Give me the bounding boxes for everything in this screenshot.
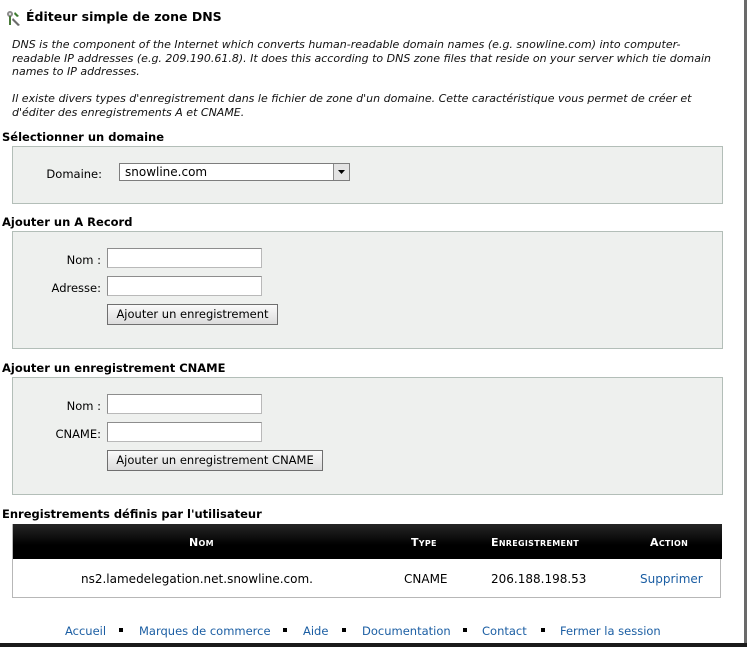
cname-record-heading: Ajouter un enregistrement CNAME: [2, 361, 226, 375]
domain-select[interactable]: [119, 163, 350, 181]
add-cname-record-button[interactable]: Ajouter un enregistrement CNAME: [107, 450, 323, 471]
chevron-down-icon[interactable]: [333, 164, 349, 180]
a-record-heading: Ajouter un A Record: [2, 215, 133, 229]
a-record-name-input[interactable]: [107, 248, 262, 268]
records-table-header: [13, 524, 722, 559]
column-header-record[interactable]: Enregistrement: [491, 536, 579, 549]
domain-label: Domaine:: [46, 167, 102, 181]
a-record-address-input[interactable]: [107, 276, 262, 296]
description-english: DNS is the component of the Internet which converts human-readable domain names (e.g. snowline.com) into computer-readable IP addresses (e.g. 209.190.61.8). It does this according to DNS zone files that reside on your server which tie domain names to IP addresses.: [12, 38, 711, 78]
column-header-action: Action: [650, 536, 689, 549]
record-value-cell: 206.188.198.53: [491, 572, 587, 586]
cname-record-panel: [12, 377, 723, 495]
a-record-address-label: Adresse:: [51, 281, 101, 295]
a-record-panel: [12, 231, 723, 349]
records-table: [12, 524, 721, 598]
footer-link-home[interactable]: Accueil: [65, 624, 107, 638]
delete-record-link[interactable]: Supprimer: [640, 572, 703, 586]
footer-separator: [283, 628, 287, 632]
footer-separator: [463, 628, 467, 632]
page-title: Éditeur simple de zone DNS: [26, 9, 222, 24]
footer-link-documentation[interactable]: Documentation: [362, 624, 451, 638]
user-records-heading: Enregistrements définis par l'utilisateur: [2, 507, 262, 521]
footer-link-logout[interactable]: Fermer la session: [560, 624, 661, 638]
a-record-name-label: Nom :: [66, 253, 101, 267]
record-name-cell: ns2.lamedelegation.net.snowline.com.: [81, 572, 313, 586]
window-bottom-border: [0, 643, 747, 647]
footer-separator: [342, 628, 346, 632]
page-header: [0, 0, 744, 34]
column-header-name[interactable]: Nom: [189, 536, 214, 549]
cname-value-label: CNAME:: [55, 427, 101, 441]
footer-link-trademarks[interactable]: Marques de commerce: [139, 624, 271, 638]
cname-value-input[interactable]: [107, 422, 262, 442]
column-header-type[interactable]: Type: [411, 536, 437, 549]
footer-separator: [119, 628, 123, 632]
add-a-record-button[interactable]: Ajouter un enregistrement: [107, 304, 278, 325]
select-domain-panel: [12, 146, 723, 204]
record-type-cell: CNAME: [404, 572, 448, 586]
dns-tools-icon: [4, 9, 22, 27]
select-domain-heading: Sélectionner un domaine: [2, 130, 165, 144]
cname-name-label: Nom :: [66, 399, 101, 413]
footer-separator: [541, 628, 545, 632]
footer-link-contact[interactable]: Contact: [482, 624, 527, 638]
cname-name-input[interactable]: [107, 394, 262, 414]
domain-select-value: snowline.com: [125, 165, 208, 179]
footer-link-help[interactable]: Aide: [303, 624, 329, 638]
footer-nav: [0, 624, 744, 640]
description-french: Il existe divers types d'enregistrement dans le fichier de zone d'un domaine. Cette caractéristique vous permet de créer et d'éditer des enregistrements A et CNAME.: [12, 92, 692, 119]
